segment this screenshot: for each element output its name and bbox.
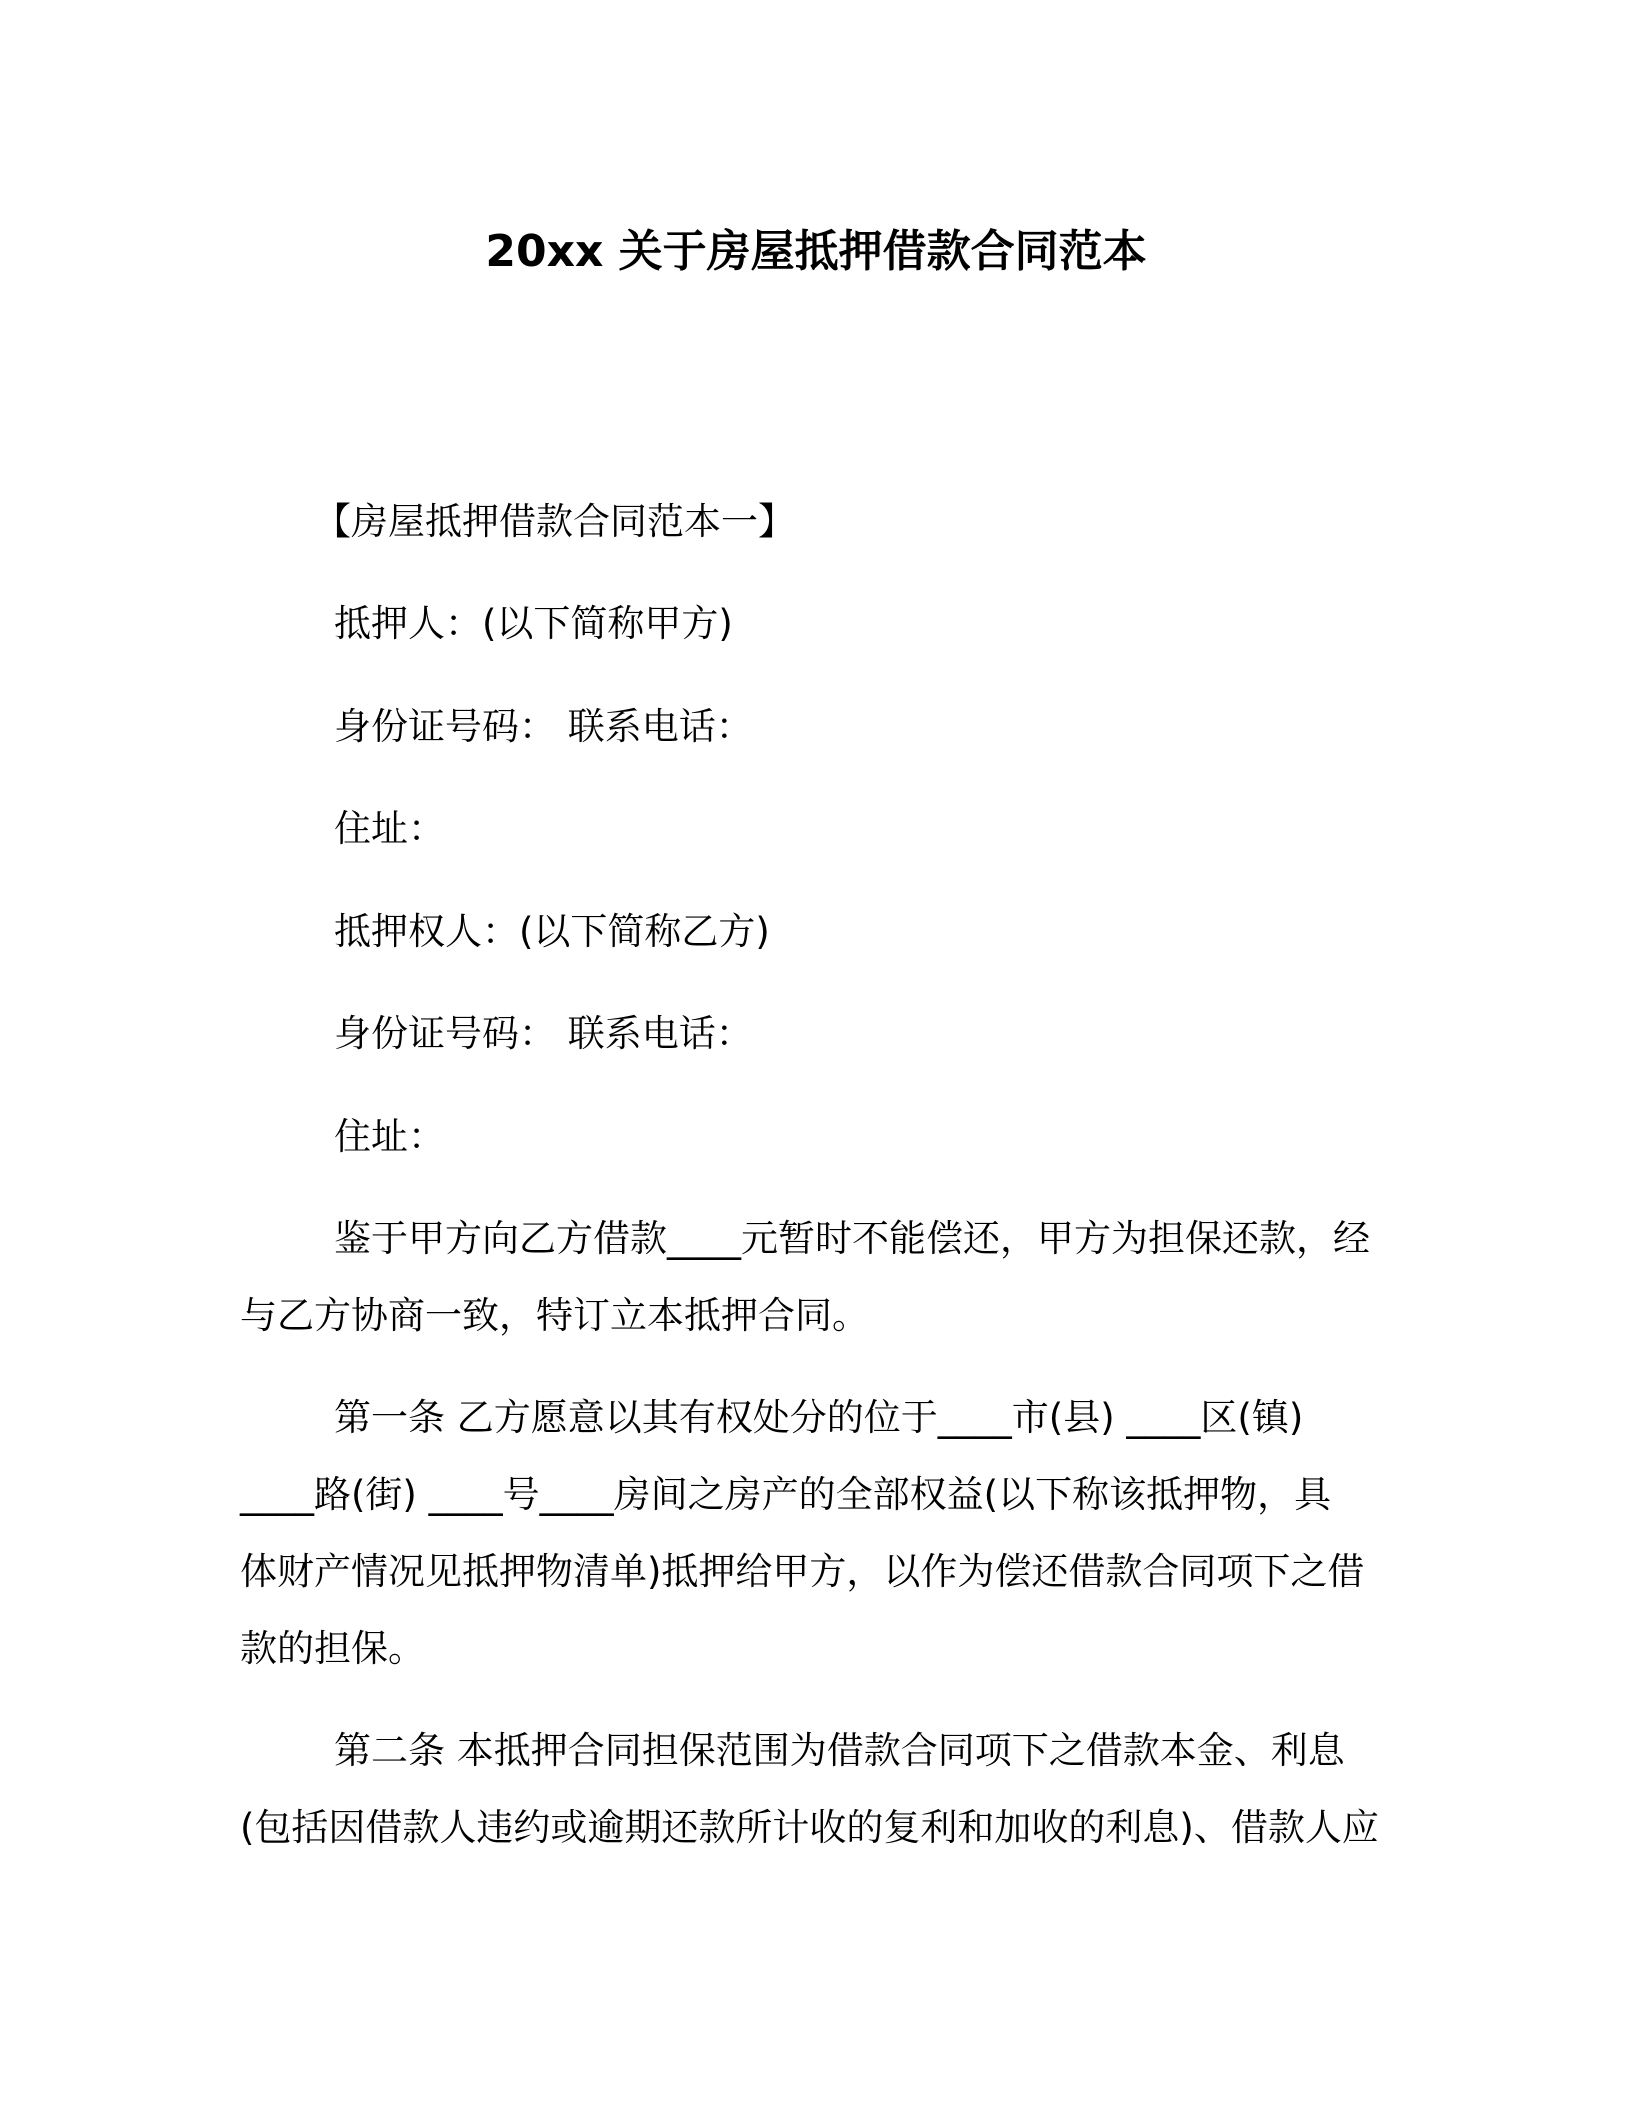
preamble-line-1: 鉴于甲方向乙方借款____元暂时不能偿还，甲方为担保还款，经 [334,1217,1370,1260]
mortgagee-id-phone-line: 身份证号码： 联系电话： [334,1012,753,1055]
article-1-line-4: 款的担保。 [240,1627,425,1670]
document-title: 20xx 关于房屋抵押借款合同范本 [485,226,1147,277]
article-2-line-2: (包括因借款人违约或逾期还款所计收的复利和加收的利息)、借款人应 [240,1806,1379,1849]
mortgagor-line: 抵押人：(以下简称甲方) [334,602,733,645]
mortgagee-line: 抵押权人：(以下简称乙方) [334,910,770,953]
mortgagor-address-line: 住址： [334,807,445,850]
mortgagor-id-phone-line: 身份证号码： 联系电话： [334,705,753,748]
article-2-line-1: 第二条 本抵押合同担保范围为借款合同项下之借款本金、利息 [334,1729,1345,1772]
section-heading: 【房屋抵押借款合同范本一】 [314,500,795,543]
article-1-line-2: ____路(街) ____号____房间之房产的全部权益(以下称该抵押物，具 [240,1473,1332,1516]
article-1-line-1: 第一条 乙方愿意以其有权处分的位于____市(县) ____区(镇) [334,1396,1304,1439]
preamble-line-2: 与乙方协商一致，特订立本抵押合同。 [240,1294,869,1337]
article-1-line-3: 体财产情况见抵押物清单)抵押给甲方，以作为偿还借款合同项下之借 [240,1550,1365,1593]
mortgagee-address-line: 住址： [334,1115,445,1158]
